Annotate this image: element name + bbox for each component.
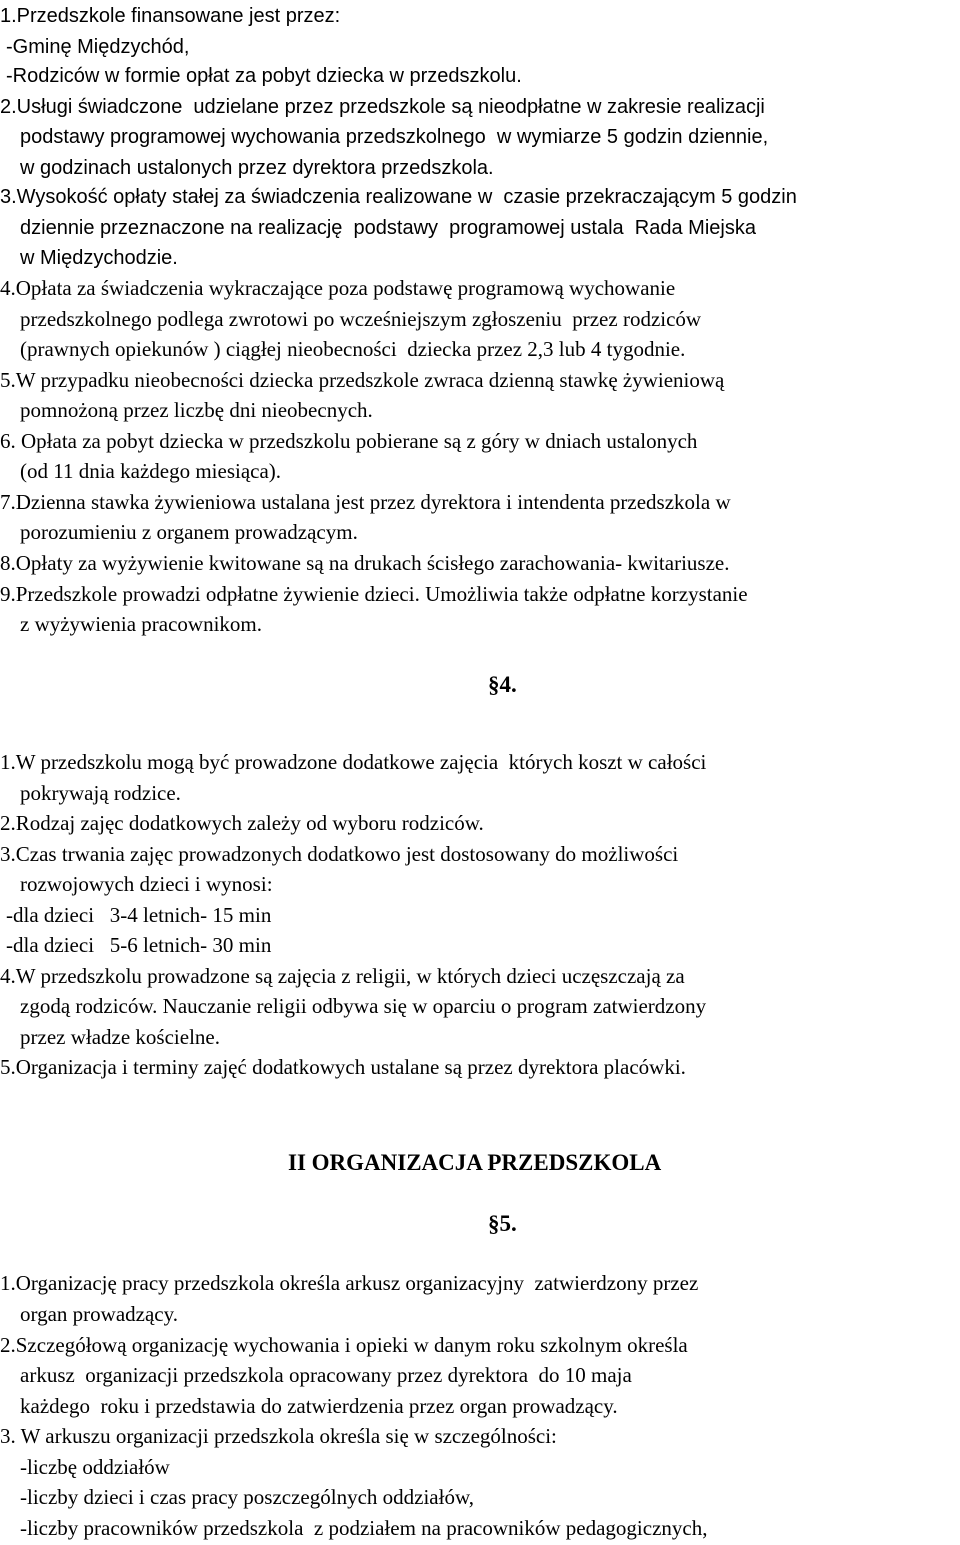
list-item-continuation: przez władze kościelne. — [20, 1025, 220, 1049]
list-item: 6. Opłata za pobyt dziecka w przedszkolu pobierane są z góry w dniach ustalonych — [0, 429, 698, 453]
list-item: 9.Przedszkole prowadzi odpłatne żywienie dzieci. Umożliwia także odpłatne korzystanie — [0, 582, 748, 606]
list-item-continuation: organ prowadzący. — [20, 1302, 179, 1326]
list-item: 4.Opłata za świadczenia wykraczające poza podstawę programową wychowanie — [0, 276, 676, 300]
list-item: 8.Opłaty za wyżywienie kwitowane są na drukach ścisłego zarachowania- kwitariusze. — [0, 551, 730, 575]
list-item-continuation: przedszkolnego podlega zwrotowi po wcześniejszym zgłoszeniu przez rodziców — [20, 307, 702, 331]
text-line: dziennie przeznaczone na realizację podstawy programowej ustala Rada Miejska — [20, 217, 756, 239]
text-line: w Międzychodzie. — [20, 247, 178, 269]
text-line: 3.Wysokość opłaty stałej za świadczenia realizowane w czasie przekraczającym 5 godzin — [0, 186, 797, 208]
list-item: 5.W przypadku nieobecności dziecka przedszkole zwraca dzienną stawkę żywieniową — [0, 368, 725, 392]
text-line: -Gminę Międzychód, — [6, 36, 190, 58]
text-line: -Rodziców w formie opłat za pobyt dziecka w przedszkolu. — [6, 65, 522, 87]
list-item-continuation: porozumieniu z organem prowadzącym. — [20, 520, 358, 544]
text-line: 1.Przedszkole finansowane jest przez: — [0, 5, 341, 27]
list-item-continuation: zgodą rodziców. Nauczanie religii odbywa się w oparciu o program zatwierdzony — [20, 994, 707, 1018]
list-item-continuation: pomnożoną przez liczbę dni nieobecnych. — [20, 398, 373, 422]
list-item-continuation: pokrywają rodzice. — [20, 781, 181, 805]
list-item-continuation: (prawnych opiekunów ) ciągłej nieobecności dziecka przez 2,3 lub 4 tygodnie. — [20, 337, 686, 361]
list-item-continuation: (od 11 dnia każdego miesiąca). — [20, 459, 282, 483]
list-item: 2.Rodzaj zajęc dodatkowych zależy od wyboru rodziców. — [0, 811, 484, 835]
list-item: 7.Dzienna stawka żywieniowa ustalana jest przez dyrektora i intendenta przedszkola w — [0, 490, 731, 514]
text-line: w godzinach ustalonych przez dyrektora przedszkola. — [20, 157, 494, 179]
list-item: 1.Organizację pracy przedszkola określa arkusz organizacyjny zatwierdzony przez — [0, 1271, 699, 1295]
list-item-dash: -liczbę oddziałów — [20, 1455, 170, 1479]
list-item-dash: -liczby pracowników przedszkola z podziałem na pracowników pedagogicznych, — [20, 1516, 708, 1540]
list-item-dash: -liczby dzieci i czas pracy poszczególnych oddziałów, — [20, 1485, 475, 1509]
list-item-continuation: arkusz organizacji przedszkola opracowany przez dyrektora do 10 maja — [20, 1363, 632, 1387]
list-item: 4.W przedszkolu prowadzone są zajęcia z religii, w których dzieci uczęszczają za — [0, 964, 685, 988]
list-item: 5.Organizacja i terminy zajęć dodatkowych ustalane są przez dyrektora placówki. — [0, 1055, 686, 1079]
text-line: podstawy programowej wychowania przedszkolnego w wymiarze 5 godzin dziennie, — [20, 126, 769, 148]
list-item: 1.W przedszkolu mogą być prowadzone dodatkowe zajęcia których koszt w całości — [0, 750, 707, 774]
section-heading: §4. — [488, 672, 517, 697]
list-item: 3. W arkuszu organizacji przedszkola określa się w szczególności: — [0, 1424, 557, 1448]
list-item-dash: -dla dzieci 3-4 letnich- 15 min — [6, 903, 272, 927]
list-item-continuation: każdego roku i przedstawia do zatwierdzenia przez organ prowadzący. — [20, 1394, 618, 1418]
section-heading: §5. — [488, 1211, 517, 1236]
list-item-continuation: z wyżywienia pracownikom. — [20, 612, 263, 636]
chapter-title: II ORGANIZACJA PRZEDSZKOLA — [288, 1150, 662, 1175]
list-item: 2.Szczegółową organizację wychowania i opieki w danym roku szkolnym określa — [0, 1333, 688, 1357]
list-item: 3.Czas trwania zajęc prowadzonych dodatkowo jest dostosowany do możliwości — [0, 842, 679, 866]
list-item-continuation: rozwojowych dzieci i wynosi: — [20, 872, 273, 896]
list-item-dash: -dla dzieci 5-6 letnich- 30 min — [6, 933, 272, 957]
text-line: 2.Usługi świadczone udzielane przez przedszkole są nieodpłatne w zakresie realizacji — [0, 96, 765, 118]
